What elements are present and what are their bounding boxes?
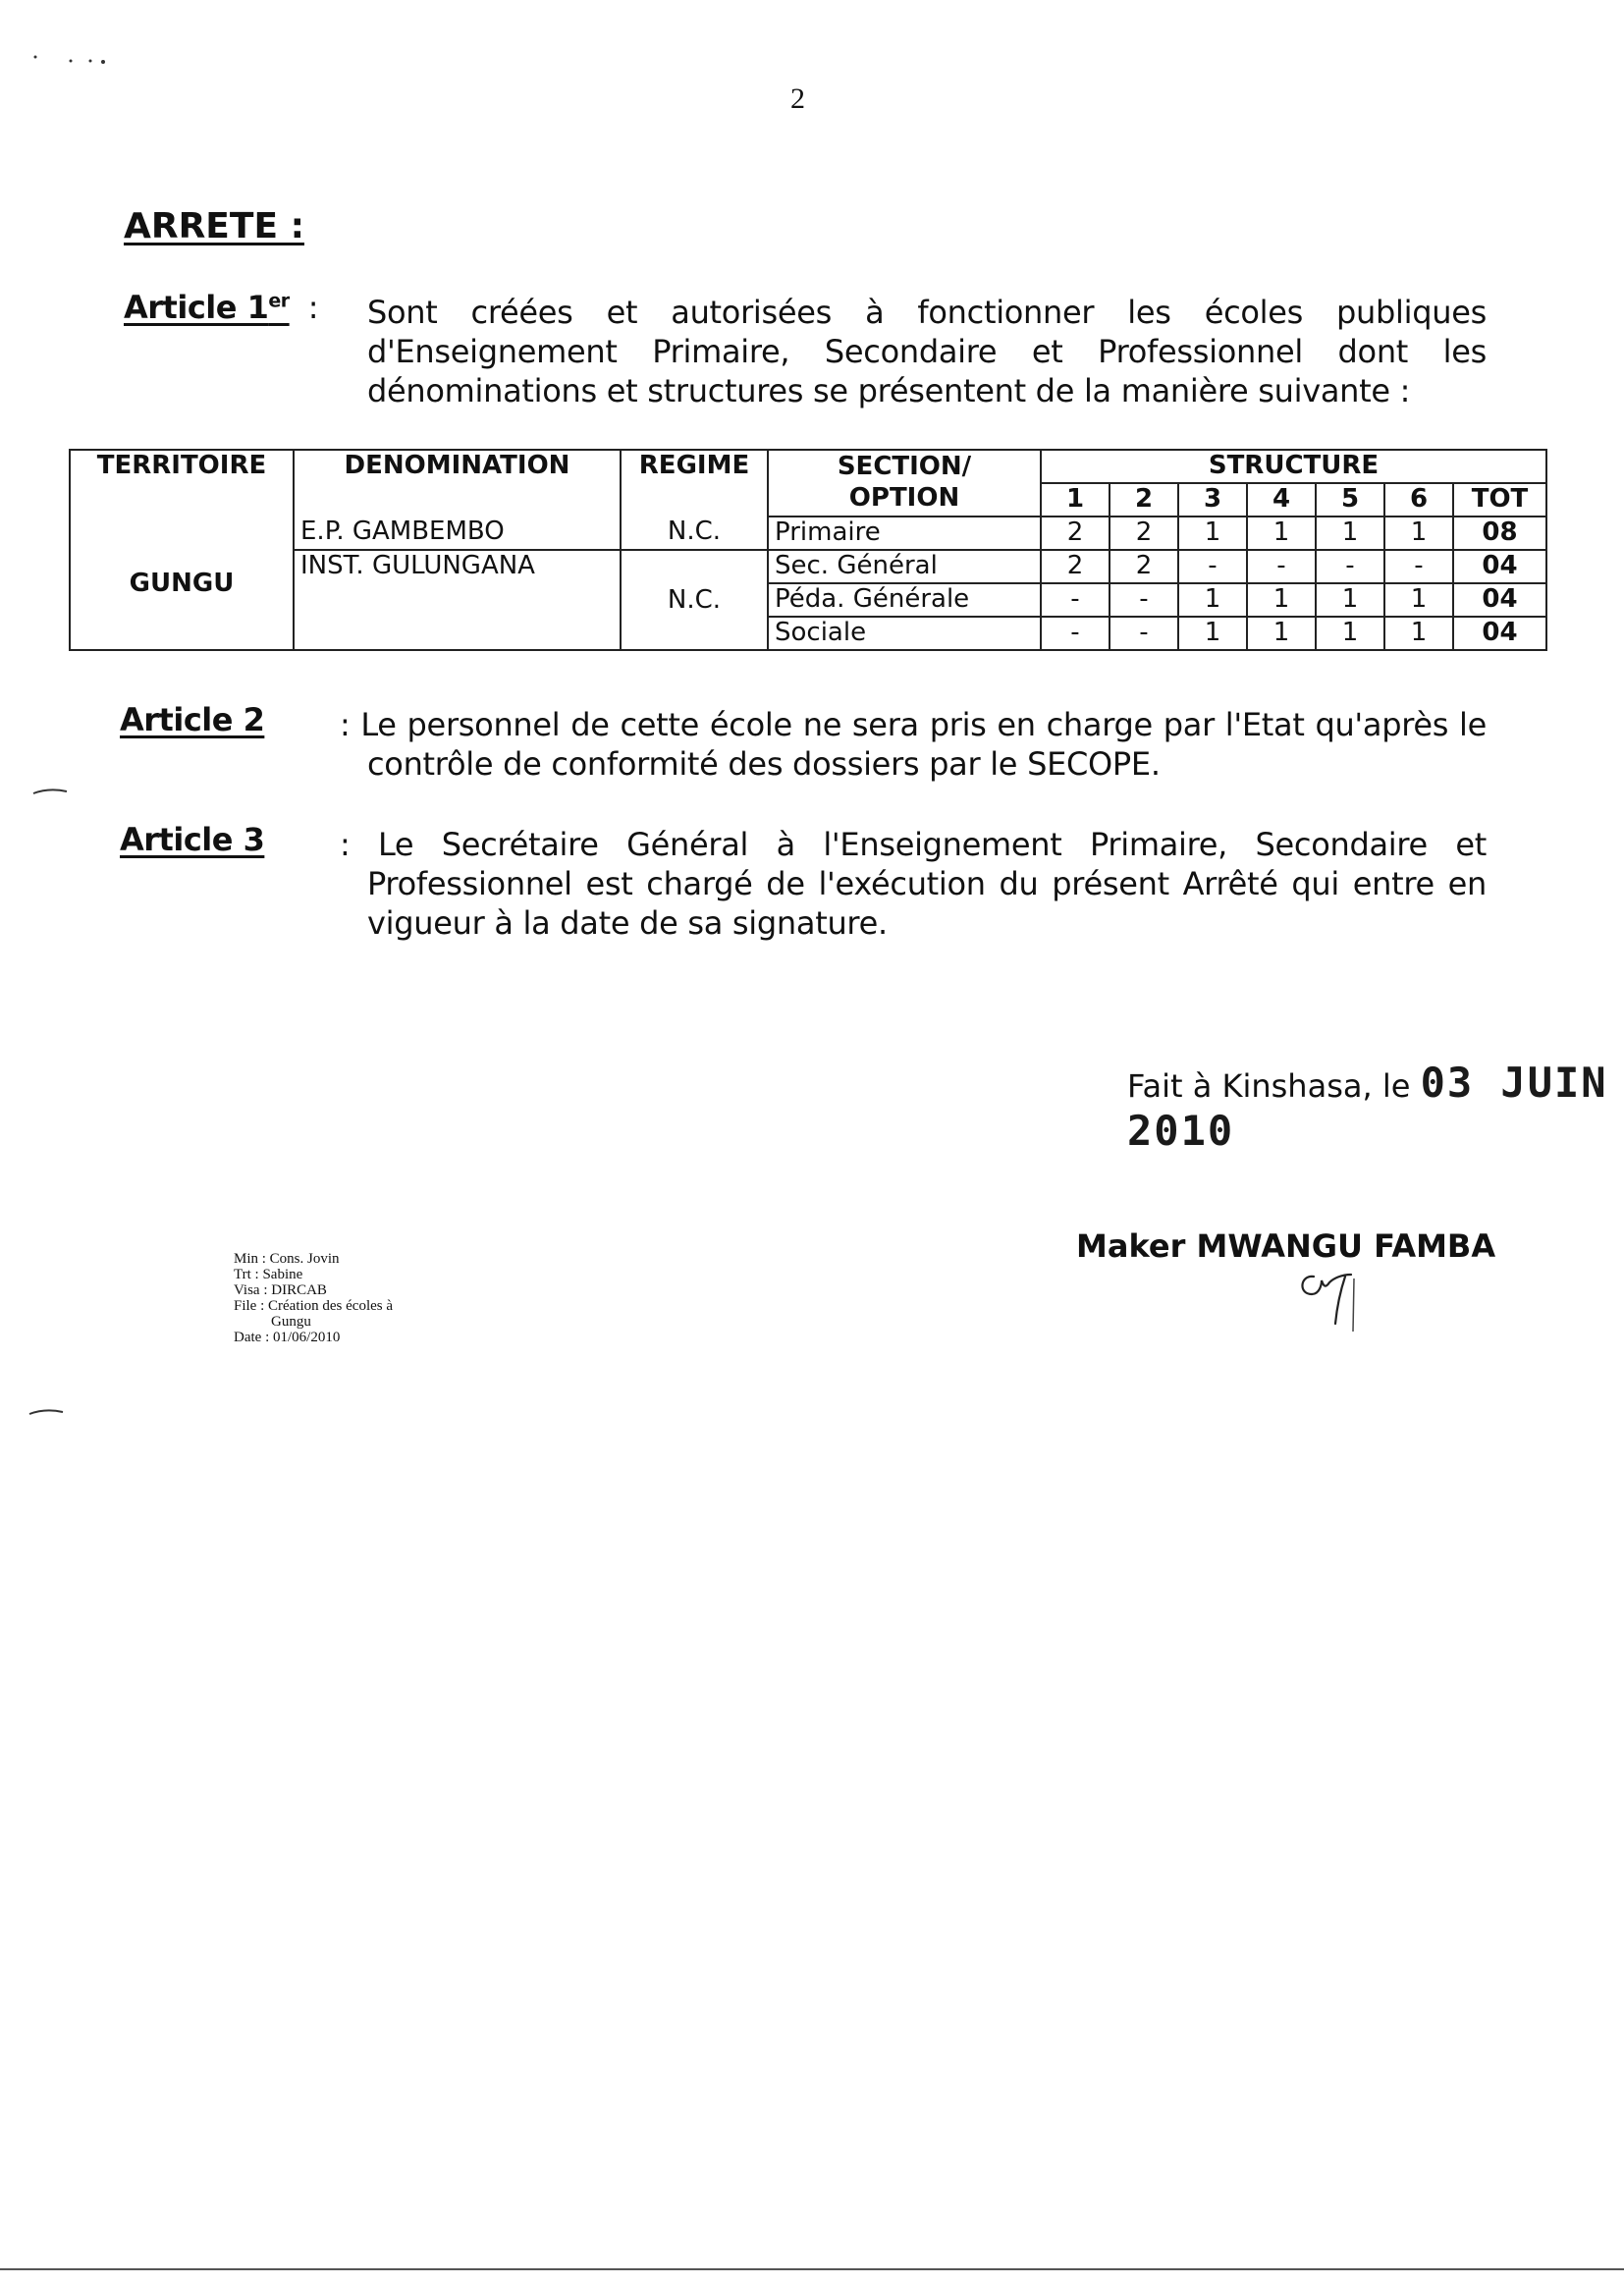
denomination-cell: E.P. GAMBEMBO bbox=[294, 517, 621, 550]
header-col-4: 4 bbox=[1247, 483, 1316, 517]
section-cell: Sec. Général bbox=[768, 550, 1041, 583]
value-cell: 2 bbox=[1041, 517, 1110, 550]
header-col-1: 1 bbox=[1041, 483, 1110, 517]
value-cell: 1 bbox=[1247, 583, 1316, 617]
value-cell: 1 bbox=[1316, 583, 1384, 617]
header-section: SECTION/ OPTION bbox=[768, 450, 1041, 517]
territoire-cell: GUNGU bbox=[70, 517, 294, 650]
signature-stroke bbox=[1349, 1277, 1359, 1335]
article-2-label: Article 2 bbox=[120, 701, 265, 738]
header-col-tot: TOT bbox=[1453, 483, 1546, 517]
handwritten-signature bbox=[1292, 1265, 1371, 1333]
value-cell: 1 bbox=[1178, 583, 1247, 617]
header-structure: STRUCTURE bbox=[1041, 450, 1546, 483]
value-cell: - bbox=[1041, 583, 1110, 617]
value-cell: 2 bbox=[1041, 550, 1110, 583]
value-cell: - bbox=[1178, 550, 1247, 583]
date-stamp: 03 JUIN 2010 bbox=[1127, 1059, 1608, 1155]
value-cell: - bbox=[1316, 550, 1384, 583]
header-col-6: 6 bbox=[1384, 483, 1453, 517]
page-number: 2 bbox=[790, 82, 805, 115]
place-text: Fait à Kinshasa, le bbox=[1127, 1067, 1411, 1105]
section-cell: Péda. Générale bbox=[768, 583, 1041, 617]
article-1-label: Article 1er : bbox=[124, 289, 319, 326]
value-cell: - bbox=[1041, 617, 1110, 650]
header-territoire: TERRITOIRE bbox=[70, 450, 294, 517]
footnote-line: Trt : Sabine bbox=[234, 1267, 303, 1282]
total-cell: 08 bbox=[1453, 517, 1546, 550]
decree-heading: ARRETE : bbox=[124, 206, 304, 246]
footnote-line: File : Création des écoles à bbox=[234, 1298, 394, 1314]
footnote-line: Date : 01/06/2010 bbox=[234, 1330, 341, 1345]
schools-table bbox=[69, 449, 1547, 651]
article-3-text: : Le Secrétaire Général à l'Enseignement Primaire, Secondaire et Professionnel est chargé de l'exécution du présent Arrêté qui entre en vigueur à la date de sa signature. bbox=[340, 826, 1487, 942]
footnote-line: Min : Cons. Jovin bbox=[234, 1251, 340, 1267]
margin-tick bbox=[27, 1406, 67, 1418]
value-cell: 1 bbox=[1247, 517, 1316, 550]
value-cell: 1 bbox=[1384, 517, 1453, 550]
margin-tick bbox=[31, 786, 71, 797]
value-cell: - bbox=[1247, 550, 1316, 583]
regime-cell: N.C. bbox=[621, 550, 768, 650]
value-cell: - bbox=[1384, 550, 1453, 583]
denomination-cell: INST. GULUNGANA bbox=[294, 550, 621, 650]
total-cell: 04 bbox=[1453, 583, 1546, 617]
footnote-line: Visa : DIRCAB bbox=[234, 1282, 327, 1298]
header-col-3: 3 bbox=[1178, 483, 1247, 517]
value-cell: 2 bbox=[1110, 550, 1178, 583]
routing-footnote bbox=[234, 1251, 393, 1345]
place-and-date bbox=[1127, 1059, 1624, 1155]
value-cell: - bbox=[1110, 617, 1178, 650]
value-cell: 1 bbox=[1247, 617, 1316, 650]
value-cell: 1 bbox=[1316, 517, 1384, 550]
value-cell: 1 bbox=[1316, 617, 1384, 650]
header-denomination: DENOMINATION bbox=[294, 450, 621, 517]
article-1-text: Sont créées et autorisées à fonctionner les écoles publiques d'Enseignement Primaire, Secondaire et Professionnel dont les dénominations et structures se présentent de la manière suivante : bbox=[367, 294, 1487, 409]
header-col-2: 2 bbox=[1110, 483, 1178, 517]
value-cell: 1 bbox=[1384, 583, 1453, 617]
total-cell: 04 bbox=[1453, 550, 1546, 583]
signer-name: Maker MWANGU FAMBA bbox=[1076, 1227, 1496, 1265]
value-cell: 1 bbox=[1178, 617, 1247, 650]
scan-specks bbox=[29, 49, 118, 69]
section-cell: Sociale bbox=[768, 617, 1041, 650]
value-cell: 1 bbox=[1178, 517, 1247, 550]
value-cell: 1 bbox=[1384, 617, 1453, 650]
footnote-line: Gungu bbox=[271, 1314, 311, 1330]
value-cell: - bbox=[1110, 583, 1178, 617]
header-regime: REGIME bbox=[621, 450, 768, 517]
table-row bbox=[70, 517, 1546, 550]
regime-cell: N.C. bbox=[621, 517, 768, 550]
value-cell: 2 bbox=[1110, 517, 1178, 550]
article-3-label: Article 3 bbox=[120, 821, 265, 858]
total-cell: 04 bbox=[1453, 617, 1546, 650]
scan-edge-line bbox=[0, 2268, 1624, 2270]
section-cell: Primaire bbox=[768, 517, 1041, 550]
article-2-text: : Le personnel de cette école ne sera pris en charge par l'Etat qu'après le contrôle de conformité des dossiers par le SECOPE. bbox=[340, 706, 1487, 783]
header-col-5: 5 bbox=[1316, 483, 1384, 517]
